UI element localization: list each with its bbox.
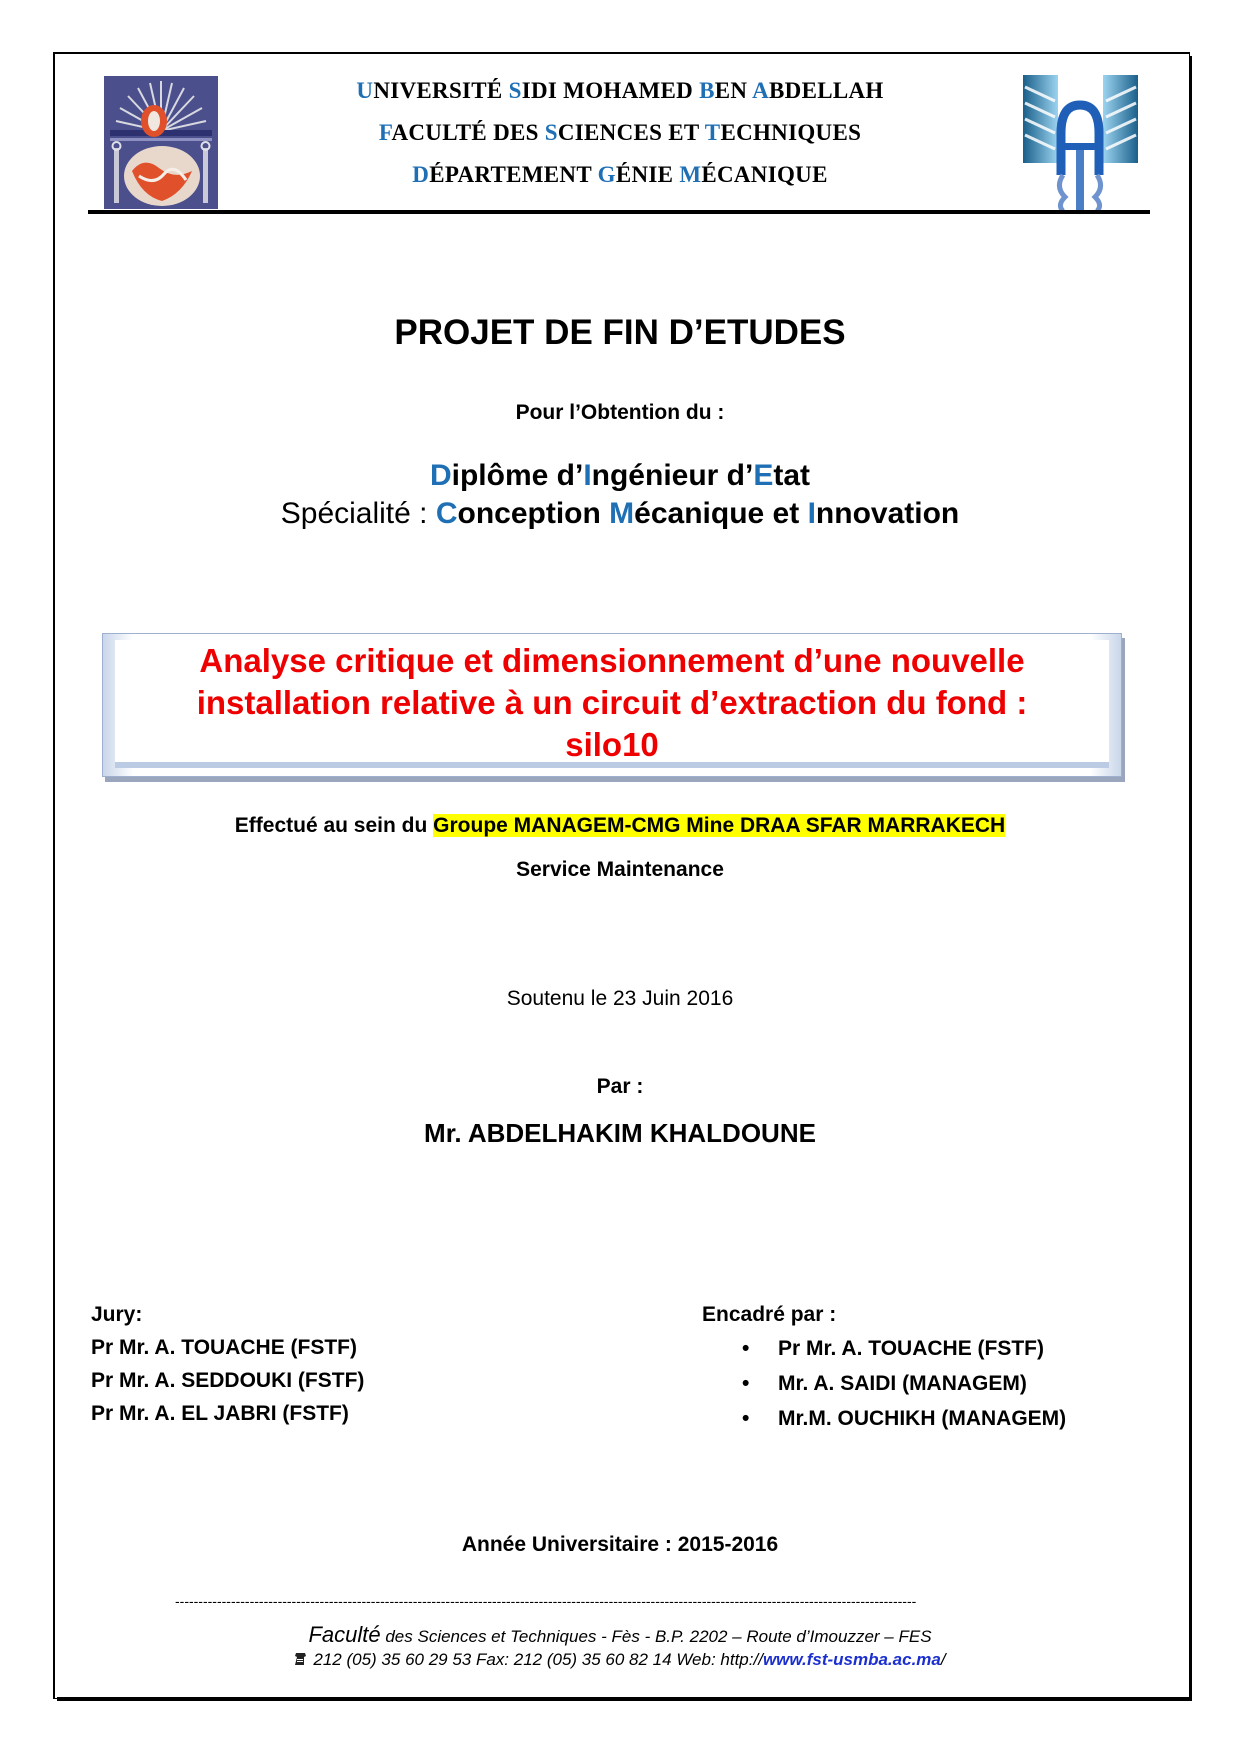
supervisors-title: Encadré par : [702,1303,837,1326]
specialty: Spécialité : Conception Mécanique et Innovation [280,497,960,530]
page-border-shadow-right [1189,56,1192,1701]
obtention-label: Pour l’Obtention du : [515,401,725,424]
website-link[interactable]: www.fst-usmba.ac.ma [762,1650,941,1669]
author-name: Mr. ABDELHAKIM KHALDOUNE [424,1118,816,1148]
host-service: Service Maintenance [516,858,724,881]
document-title: PROJET DE FIN D’ETUDES [394,313,846,352]
subject-title: Analyse critique et dimensionnement d’une nouvelle installation relative à un circuit d’extraction du fond : silo10 [196,642,1028,763]
footer-contact: 212 (05) 35 60 29 53 Fax: 212 (05) 35 60 82 14 Web: http://www.fst-usmba.ac.ma/ [60,1650,1180,1670]
subject-box [102,633,1122,777]
header-divider [88,210,1150,214]
defense-date: Soutenu le 23 Juin 2016 [506,987,734,1010]
department-name: DÉPARTEMENT GÉNIE MÉCANIQUE [412,162,828,187]
by-label: Par : [596,1075,644,1098]
academic-year: Année Universitaire : 2015-2016 [461,1533,779,1556]
phone-icon [294,1651,307,1665]
diploma-name: Diplôme d’Ingénieur d’Etat [429,459,811,492]
supervisors-list [702,1331,1066,1436]
faculty-logo-icon [1023,75,1138,211]
jury-member: Pr Mr. A. TOUACHE (FSTF) [91,1336,358,1359]
host-company-name: Groupe MANAGEM-CMG Mine DRAA SFAR MARRAKECH [433,814,1006,837]
footer-dashed-divider: --------------------------------------------------------------------------------------------------------------------------------------------------------------- [175,1593,917,1609]
supervisors-section [702,1298,1066,1436]
bullet-icon: • [742,1337,750,1360]
bullet-icon: • [742,1372,750,1395]
host-company-line: Effectué au sein du Groupe MANAGEM-CMG Mine DRAA SFAR MARRAKECH [234,814,1006,837]
university-logo-icon [104,76,218,209]
supervisor-item: • Pr Mr. A. TOUACHE (FSTF) [702,1331,1066,1366]
supervisor-item: • Mr. A. SAIDI (MANAGEM) [702,1366,1066,1401]
jury-member: Pr Mr. A. SEDDOUKI (FSTF) [91,1369,365,1392]
faculty-name: FACULTÉ DES SCIENCES ET TECHNIQUES [378,120,862,145]
footer-address: Faculté des Sciences et Techniques - Fès - B.P. 2202 – Route d’Imouzzer – FES [308,1622,932,1647]
bullet-icon: • [742,1407,750,1430]
page-border-shadow-bottom [57,1697,1192,1701]
jury-title: Jury: [91,1303,143,1326]
jury-section [91,1298,364,1430]
jury-member: Pr Mr. A. EL JABRI (FSTF) [91,1402,349,1425]
university-name: UNIVERSITÉ SIDI MOHAMED BEN ABDELLAH [356,78,884,103]
supervisor-item: • Mr.M. OUCHIKH (MANAGEM) [702,1401,1066,1436]
